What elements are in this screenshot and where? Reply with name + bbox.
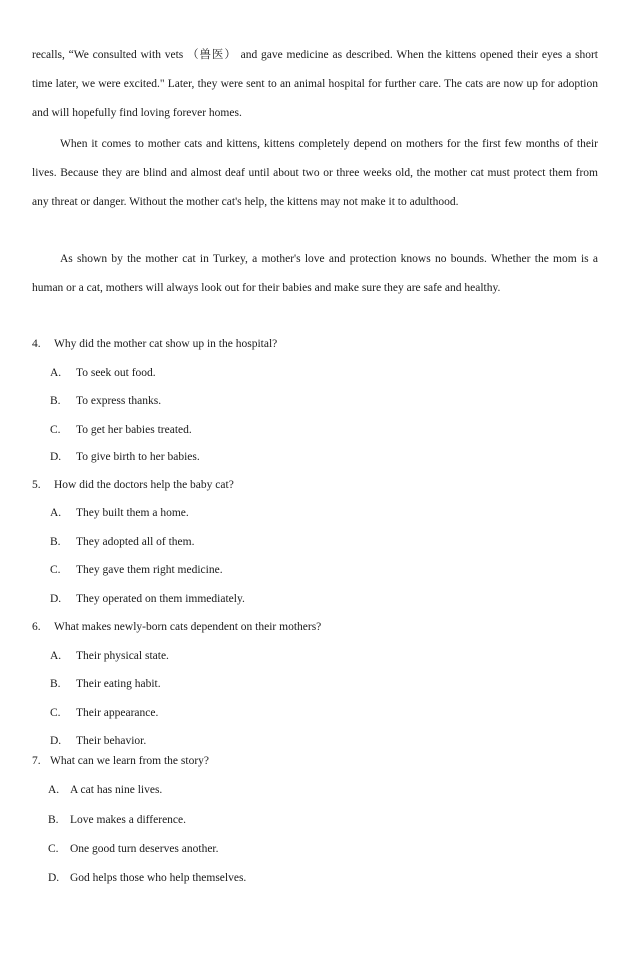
option-letter: D.: [50, 735, 62, 747]
option-letter: B.: [50, 536, 61, 548]
option-6d[interactable]: [50, 735, 146, 747]
option-text: They adopted all of them.: [76, 536, 195, 548]
option-letter: D.: [50, 451, 62, 463]
option-text: Their physical state.: [76, 650, 169, 662]
question-text: Why did the mother cat show up in the hospital?: [54, 338, 278, 350]
option-6a[interactable]: [50, 650, 169, 662]
paragraph-text: When it comes to mother cats and kittens, kittens completely depend on mothers for the first few months of their lives. Because they are blind and almost deaf until about two or three weeks old, the mother cat must protect them from any threat or danger. Without the mother cat's help, the kittens may not make it to adulthood.: [32, 138, 598, 208]
option-letter: D.: [48, 872, 60, 884]
option-text: To express thanks.: [76, 395, 162, 407]
passage-paragraph-1: [32, 41, 598, 128]
question-text: What makes newly-born cats dependent on their mothers?: [54, 621, 322, 633]
option-text: To seek out food.: [76, 367, 156, 379]
option-4c[interactable]: [50, 424, 192, 436]
option-7a[interactable]: [48, 784, 162, 796]
passage-paragraph-2: [32, 130, 598, 217]
option-7b[interactable]: [48, 814, 186, 826]
option-5c[interactable]: [50, 564, 223, 576]
option-text: One good turn deserves another.: [70, 843, 219, 855]
option-letter: C.: [48, 843, 59, 855]
paragraph-text: recalls, “We consulted with vets （兽医） and gave medicine as described. When the kittens opened their eyes a short time later, we were excited." Later, they were sent to an animal hospital for further care. The cats are now up for adoption and will hopefully find loving forever homes.: [32, 49, 598, 119]
option-text: Their eating habit.: [76, 678, 161, 690]
option-6b[interactable]: [50, 678, 161, 690]
question-text: What can we learn from the story?: [50, 755, 210, 767]
option-letter: A.: [50, 367, 62, 379]
option-text: To give birth to her babies.: [76, 451, 200, 463]
option-text: Their behavior.: [76, 735, 147, 747]
option-4a[interactable]: [50, 367, 156, 379]
option-letter: C.: [50, 707, 61, 719]
option-text: They built them a home.: [76, 507, 189, 519]
option-4b[interactable]: [50, 395, 161, 407]
passage-paragraph-3: [32, 245, 598, 303]
option-letter: A.: [50, 507, 62, 519]
option-letter: C.: [50, 424, 61, 436]
option-letter: B.: [50, 678, 61, 690]
option-letter: C.: [50, 564, 61, 576]
option-text: They gave them right medicine.: [76, 564, 223, 576]
option-letter: B.: [50, 395, 61, 407]
option-letter: A.: [50, 650, 62, 662]
paragraph-text: As shown by the mother cat in Turkey, a mother's love and protection knows no bounds. Whether the mom is a human or a cat, mothers will always look out for their babies and make sure they are safe and healthy.: [32, 253, 598, 294]
question-number: 4.: [32, 338, 41, 350]
question-5: [32, 479, 234, 491]
question-number: 5.: [32, 479, 41, 491]
option-text: They operated on them immediately.: [76, 593, 245, 605]
option-5a[interactable]: [50, 507, 189, 519]
option-7c[interactable]: [48, 843, 219, 855]
option-letter: D.: [50, 593, 62, 605]
option-text: A cat has nine lives.: [70, 784, 163, 796]
question-7: [32, 755, 209, 767]
question-number: 7.: [32, 755, 41, 767]
option-5d[interactable]: [50, 593, 245, 605]
option-4d[interactable]: [50, 451, 200, 463]
option-letter: B.: [48, 814, 59, 826]
option-letter: A.: [48, 784, 60, 796]
question-number: 6.: [32, 621, 41, 633]
question-text: How did the doctors help the baby cat?: [54, 479, 234, 491]
option-text: Love makes a difference.: [70, 814, 187, 826]
option-7d[interactable]: [48, 872, 246, 884]
option-text: Their appearance.: [76, 707, 159, 719]
option-text: God helps those who help themselves.: [70, 872, 247, 884]
option-5b[interactable]: [50, 536, 194, 548]
question-6: [32, 621, 321, 633]
option-6c[interactable]: [50, 707, 158, 719]
option-text: To get her babies treated.: [76, 424, 192, 436]
question-4: [32, 338, 277, 350]
